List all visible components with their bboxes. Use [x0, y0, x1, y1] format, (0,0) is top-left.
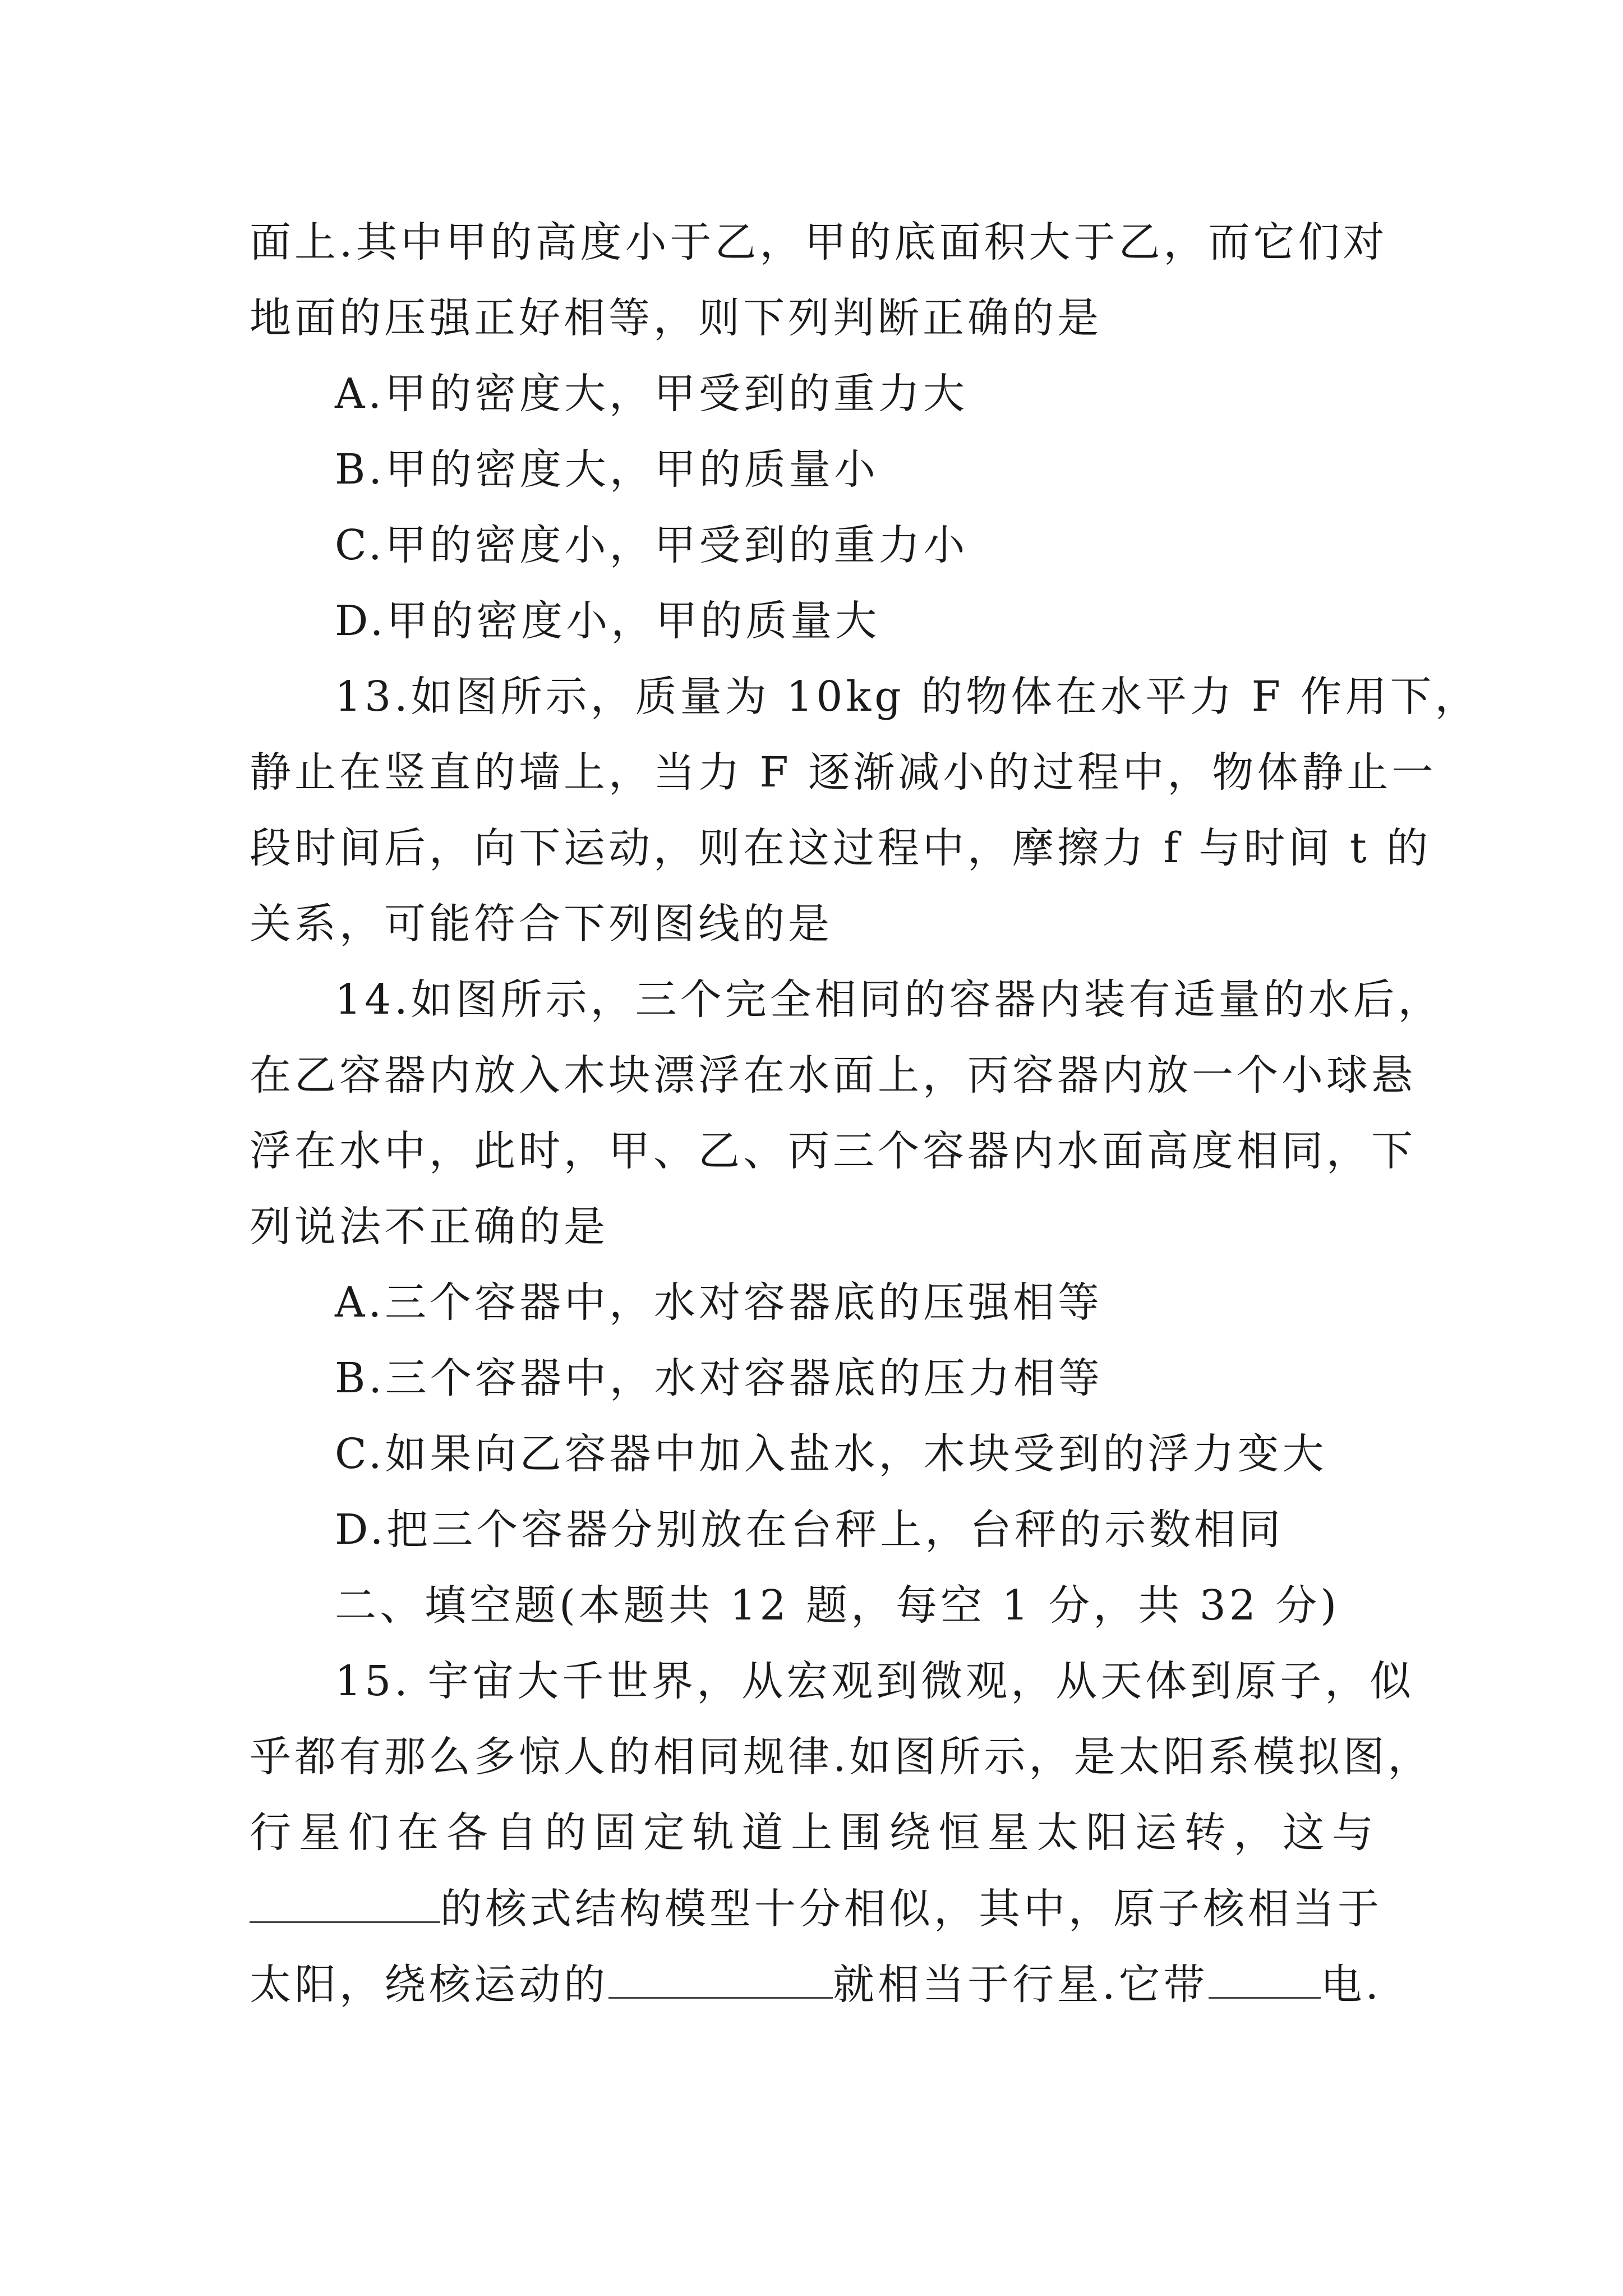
- q15-stem-line-4: [250, 1885, 1382, 1933]
- q15-stem-line-5: [250, 1961, 1382, 2009]
- q14-stem-line-1: 14.如图所示，三个完全相同的容器内装有适量的水后，: [335, 976, 1443, 1024]
- q12-stem-line-1: 面上.其中甲的高度小于乙，甲的底面积大于乙，而它们对: [250, 218, 1388, 266]
- q14-option-c: C.如果向乙容器中加入盐水，木块受到的浮力变大: [335, 1430, 1327, 1478]
- answer-blank-1[interactable]: [250, 1888, 440, 1923]
- q12-option-c: C.甲的密度小，甲受到的重力小: [335, 521, 969, 569]
- answer-blank-3[interactable]: [1209, 1963, 1321, 1999]
- q12-option-d: D.甲的密度小，甲的质量大: [335, 597, 880, 645]
- q14-option-b: B.三个容器中，水对容器底的压力相等: [335, 1354, 1103, 1402]
- q14-stem-line-2: 在乙容器内放入木块漂浮在水面上，丙容器内放一个小球悬: [250, 1051, 1416, 1099]
- q15-stem-line-3: 行星们在各自的固定轨道上围绕恒星太阳运转，这与: [250, 1809, 1377, 1857]
- q13-stem-line-1: 13.如图所示，质量为 10kg 的物体在水平力 F 作用下，: [335, 673, 1480, 721]
- answer-blank-2[interactable]: [608, 1963, 833, 1999]
- section-heading-fill-in: 二、填空题(本题共 12 题，每空 1 分，共 32 分): [335, 1581, 1340, 1630]
- q12-option-b: B.甲的密度大，甲的质量小: [335, 445, 879, 494]
- q15-stem-line-2: 乎都有那么多惊人的相同规律.如图所示，是太阳系模拟图，: [250, 1733, 1433, 1781]
- q15-line-5-part-1: 太阳，绕核运动的: [250, 1961, 608, 2009]
- q14-stem-line-4: 列说法不正确的是: [250, 1203, 608, 1251]
- q12-option-a: A.甲的密度大，甲受到的重力大: [335, 370, 968, 418]
- q13-stem-line-4: 关系，可能符合下列图线的是: [250, 900, 833, 948]
- q12-stem-line-2: 地面的压强正好相等，则下列判断正确的是: [250, 294, 1102, 342]
- q15-line-4-text: 的核式结构模型十分相似，其中，原子核相当于: [440, 1885, 1382, 1933]
- q13-stem-line-2: 静止在竖直的墙上，当力 F 逐渐减小的过程中，物体静止一: [250, 748, 1437, 797]
- q15-stem-line-1: 15. 宇宙大千世界，从宏观到微观，从天体到原子，似: [335, 1657, 1415, 1705]
- q15-line-5-part-3: 电.: [1320, 1961, 1382, 2009]
- q14-option-d: D.把三个容器分别放在台秤上，台秤的示数相同: [335, 1506, 1284, 1554]
- q14-option-a: A.三个容器中，水对容器底的压强相等: [335, 1278, 1103, 1327]
- q15-line-5-part-2: 就相当于行星.它带: [833, 1961, 1209, 2009]
- q14-stem-line-3: 浮在水中，此时，甲、乙、丙三个容器内水面高度相同，下: [250, 1127, 1416, 1175]
- q13-stem-line-3: 段时间后，向下运动，则在这过程中，摩擦力 f 与时间 t 的: [250, 824, 1432, 872]
